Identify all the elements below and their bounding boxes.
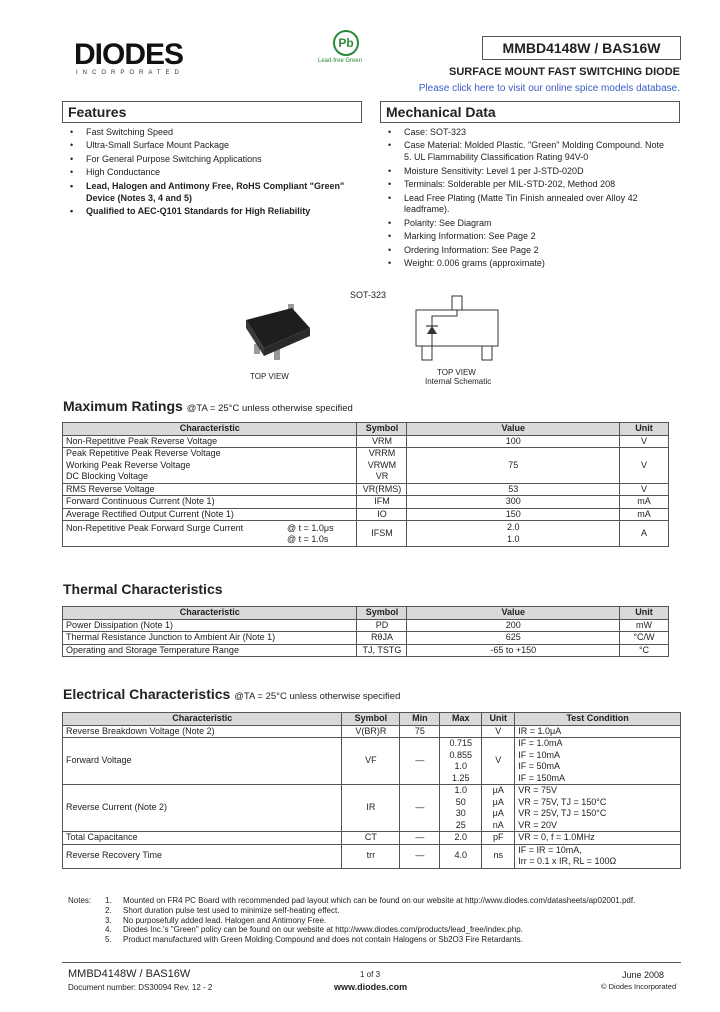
footer-date: June 2008 [622, 970, 665, 980]
table-row [63, 785, 681, 832]
top-view-label: TOP VIEW [250, 372, 289, 381]
cell: Thermal Resistance Junction to Ambient Air (Note 1) [63, 632, 357, 645]
table-row [63, 844, 681, 868]
table-row [63, 619, 669, 632]
part-title: MMBD4148W / BAS16W [482, 36, 681, 60]
list-item: • Qualified to AEC-Q101 Standards for High Reliability [70, 206, 350, 218]
wire [432, 310, 457, 346]
cell: Forward Continuous Current (Note 1) [63, 496, 357, 509]
list-item: • Lead Free Plating (Matte Tin Finish annealed over Alloy 42 leadframe). [388, 193, 674, 216]
list-item: • Marking Information: See Page 2 [388, 231, 674, 243]
footer-copyright: © Diodes Incorporated [601, 982, 677, 991]
column-header: Max [440, 713, 482, 726]
cell: A [620, 521, 669, 547]
note-item: 2. Short duration pulse test used to minimize self-heating effect. [105, 905, 340, 915]
cell: TJ, TSTG [357, 644, 407, 657]
cell: 625 [407, 632, 620, 645]
cell: PD [357, 619, 407, 632]
cell: Peak Repetitive Peak Reverse Voltage Working Peak Reverse Voltage DC Blocking Voltage [63, 448, 357, 484]
cell: 150 [407, 508, 620, 521]
cell: VR = 0, f = 1.0MHz [515, 832, 681, 845]
cell: -65 to +150 [407, 644, 620, 657]
cell: Non-Repetitive Peak Reverse Voltage [63, 435, 357, 448]
cell: 75 [407, 448, 620, 484]
notes-list [105, 896, 685, 945]
column-header: Characteristic [63, 713, 342, 726]
column-header: Value [407, 607, 620, 620]
note-item: 3. No purposefully added lead. Halogen and Antimony Free. [105, 915, 327, 925]
note-item: 4. Diodes Inc.'s "Green" policy can be found on our website at http://www.diodes.com/products/lead_free/index.php. [105, 925, 523, 935]
logo-subtitle: INCORPORATED [76, 70, 184, 76]
cell: 1.0 50 30 25 [440, 785, 482, 832]
cell: — [400, 844, 440, 868]
electrical-heading: Electrical Characteristics @TA = 25°C unless otherwise specified [63, 686, 401, 702]
cell: Operating and Storage Temperature Range [63, 644, 357, 657]
cell: Average Rectified Output Current (Note 1) [63, 508, 357, 521]
features-heading: Features [62, 101, 362, 123]
footer-part: MMBD4148W / BAS16W [68, 968, 191, 980]
pin-2 [482, 346, 492, 360]
company-logo: DIODES [74, 38, 184, 71]
list-item: • Case: SOT-323 [388, 127, 674, 139]
column-header: Symbol [357, 607, 407, 620]
cell: 75 [400, 725, 440, 738]
package-label: SOT-323 [350, 290, 387, 300]
cell: — [400, 785, 440, 832]
cell: VRM [357, 435, 407, 448]
cell: Reverse Current (Note 2) [63, 785, 342, 832]
table-row [63, 435, 669, 448]
schematic-label: Internal Schematic [425, 377, 492, 386]
cell: μA μA μA nA [482, 785, 515, 832]
cell: mW [620, 619, 669, 632]
column-header: Characteristic [63, 607, 357, 620]
footer-page: 1 of 3 [360, 970, 381, 979]
list-item: • Case Material: Molded Plastic. "Green" Molding Compound. Note 5. UL Flammability Classification Rating 94V-0 [388, 140, 674, 163]
max-ratings-condition: @TA = 25°C unless otherwise specified [186, 403, 353, 414]
list-item: • High Conductance [70, 167, 350, 179]
cell: 2.0 [440, 832, 482, 845]
cell: Forward Voltage [63, 738, 342, 785]
note-item: 5. Product manufactured with Green Molding Compound and does not contain Halogens or Sb2O3 Fire Retardants. [105, 935, 523, 945]
table-row [63, 483, 669, 496]
list-item: • Polarity: See Diagram [388, 218, 674, 230]
footer-doc-number: Document number: DS30094 Rev. 12 - 2 [68, 983, 213, 992]
cell: V(BR)R [342, 725, 400, 738]
cell: IO [357, 508, 407, 521]
cell: VF [342, 738, 400, 785]
cell: Power Dissipation (Note 1) [63, 619, 357, 632]
table-row [63, 521, 669, 547]
cell: RMS Reverse Voltage [63, 483, 357, 496]
cell: VR = 75V VR = 75V, TJ = 150°C VR = 25V, TJ = 150°C VR = 20V [515, 785, 681, 832]
cell: — [400, 738, 440, 785]
cell: 300 [407, 496, 620, 509]
schematic-diagram [412, 294, 502, 366]
cell [440, 725, 482, 738]
cell: RθJA [357, 632, 407, 645]
cell: 53 [407, 483, 620, 496]
list-item: • Terminals: Solderable per MIL-STD-202, Method 208 [388, 179, 674, 191]
mechanical-heading: Mechanical Data [380, 101, 680, 123]
table-row [63, 832, 681, 845]
mechanical-list [388, 127, 674, 272]
list-item: • Lead, Halogen and Antimony Free, RoHS Compliant "Green" Device (Notes 3, 4 and 5) [70, 181, 350, 204]
package-image [232, 298, 322, 368]
cell: 100 [407, 435, 620, 448]
max-ratings-heading: Maximum Ratings @TA = 25°C unless otherwise specified [63, 398, 353, 414]
features-list [70, 127, 350, 220]
cell: V [620, 435, 669, 448]
list-item: • For General Purpose Switching Applications [70, 154, 350, 166]
cell: VR(RMS) [357, 483, 407, 496]
list-item: • Ordering Information: See Page 2 [388, 245, 674, 257]
cell: IR [342, 785, 400, 832]
electrical-table [62, 712, 681, 869]
cell: CT [342, 832, 400, 845]
table-row [63, 725, 681, 738]
page-subtitle: SURFACE MOUNT FAST SWITCHING DIODE [449, 66, 680, 78]
footer-website-link[interactable]: www.diodes.com [334, 982, 408, 992]
cell: °C [620, 644, 669, 657]
column-header: Min [400, 713, 440, 726]
cell: ns [482, 844, 515, 868]
cell: 2.0 1.0 [407, 521, 620, 547]
column-header: Unit [482, 713, 515, 726]
cell: IF = 1.0mA IF = 10mA IF = 50mA IF = 150mA [515, 738, 681, 785]
cell: IFSM [357, 521, 407, 547]
column-header: Characteristic [63, 423, 357, 436]
electrical-condition: @TA = 25°C unless otherwise specified [234, 691, 401, 702]
lead-free-label: Lead-free Green [318, 58, 363, 64]
cell: — [400, 832, 440, 845]
footer-divider [62, 962, 681, 963]
cell: Reverse Breakdown Voltage (Note 2) [63, 725, 342, 738]
table-row [63, 644, 669, 657]
thermal-heading: Thermal Characteristics [63, 581, 223, 597]
cell: trr [342, 844, 400, 868]
diode-symbol [427, 326, 437, 334]
table-row [63, 632, 669, 645]
cell: V [620, 483, 669, 496]
cell: mA [620, 508, 669, 521]
column-header: Unit [620, 607, 669, 620]
cell: 200 [407, 619, 620, 632]
column-header: Unit [620, 423, 669, 436]
cell: °C/W [620, 632, 669, 645]
cell: Non-Repetitive Peak Forward Surge Current @ t = 1.0μs @ t = 1.0s [63, 521, 357, 547]
pin-1 [422, 346, 432, 360]
table-row [63, 508, 669, 521]
table-row [63, 738, 681, 785]
cell: Total Capacitance [63, 832, 342, 845]
cell: pF [482, 832, 515, 845]
lead-free-icon: Pb [333, 30, 359, 56]
table-row [63, 496, 669, 509]
note-item: 1. Mounted on FR4 PC Board with recommended pad layout which can be found on our website at http://www.diodes.com/datasheets/ap02001.pdf. [105, 896, 636, 905]
cell: 0.715 0.855 1.0 1.25 [440, 738, 482, 785]
column-header: Value [407, 423, 620, 436]
cell: V [482, 725, 515, 738]
column-header: Test Condition [515, 713, 681, 726]
spice-models-link[interactable]: Please click here to visit our online spice models database. [418, 83, 680, 94]
thermal-table [62, 606, 669, 657]
notes-label: Notes: [68, 896, 92, 905]
cell: IR = 1.0μA [515, 725, 681, 738]
cell: mA [620, 496, 669, 509]
list-item: • Weight: 0.006 grams (approximate) [388, 258, 674, 270]
cell: 4.0 [440, 844, 482, 868]
list-item: • Ultra-Small Surface Mount Package [70, 140, 350, 152]
pin-3 [452, 296, 462, 310]
cell: V [482, 738, 515, 785]
list-item: • Fast Switching Speed [70, 127, 350, 139]
top-view-label: TOP VIEW [437, 368, 476, 377]
cell: VRRM VRWM VR [357, 448, 407, 484]
max-ratings-table [62, 422, 669, 547]
column-header: Symbol [342, 713, 400, 726]
cell: V [620, 448, 669, 484]
table-row [63, 448, 669, 484]
cell: Reverse Recovery Time [63, 844, 342, 868]
cell: IF = IR = 10mA, Irr = 0.1 x IR, RL = 100Ω [515, 844, 681, 868]
list-item: • Moisture Sensitivity: Level 1 per J-STD-020D [388, 166, 674, 178]
column-header: Symbol [357, 423, 407, 436]
cell: IFM [357, 496, 407, 509]
